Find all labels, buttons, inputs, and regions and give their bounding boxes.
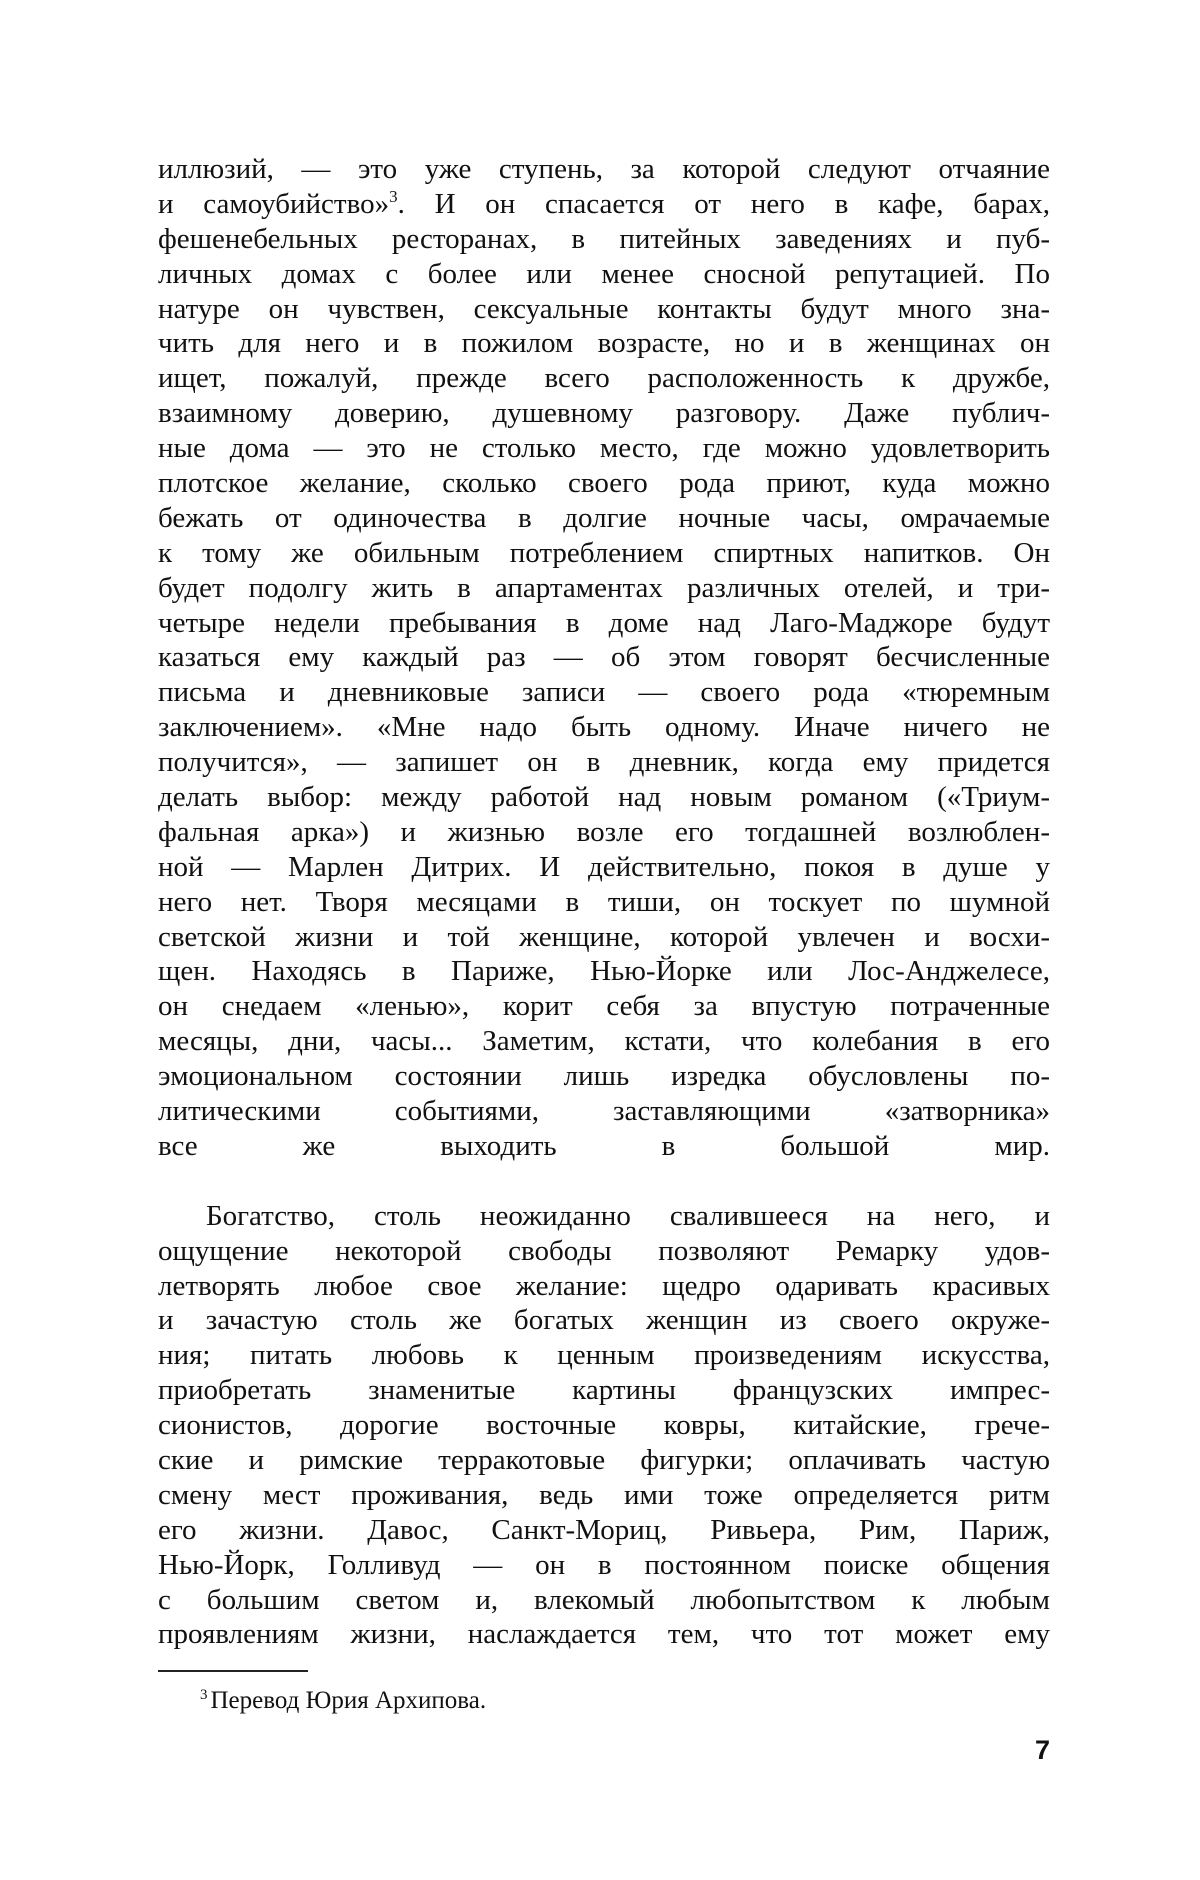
text-line: ищет, пожалуй, прежде всего расположенность к дружбе,: [158, 361, 1050, 396]
text-line: взаимному доверию, душевному разговору. Даже публич-: [158, 396, 1050, 431]
text-line: он снедаем «ленью», корит себя за впустую потраченные: [158, 989, 1050, 1024]
text-line: щен. Находясь в Париже, Нью-Йорке или Лос-Анджелесе,: [158, 954, 1050, 989]
text-line: казаться ему каждый раз — об этом говорят бесчисленные: [158, 640, 1050, 675]
text-segment: . И он спасается от него в кафе, барах,: [398, 188, 1050, 220]
page-number: 7: [1035, 1735, 1050, 1765]
footnote-text: Перевод Юрия Архипова.: [211, 1687, 487, 1714]
text-line: будет подолгу жить в апартаментах различных отелей, и три-: [158, 571, 1050, 606]
paragraph-2: [158, 1199, 1050, 1653]
text-line: делать выбор: между работой над новым романом («Триум-: [158, 780, 1050, 815]
footnote-reference[interactable]: 3: [389, 187, 398, 206]
text-line: проявлениям жизни, наслаждается тем, что тот может ему: [158, 1617, 1050, 1652]
text-line: месяцы, дни, часы... Заметим, кстати, что колебания в его: [158, 1024, 1050, 1059]
text-line: иллюзий, — это уже ступень, за которой следуют отчаяние: [158, 152, 1050, 187]
text-line: плотское желание, сколько своего рода приют, куда можно: [158, 466, 1050, 501]
text-line: литическими событиями, заставляющими «затворника»: [158, 1094, 1050, 1129]
text-line: светской жизни и той женщине, которой увлечен и восхи-: [158, 920, 1050, 955]
text-line: фешенебельных ресторанах, в питейных заведениях и пуб-: [158, 222, 1050, 257]
text-line: приобретать знаменитые картины французских импрес-: [158, 1373, 1050, 1408]
text-segment: и самоубийство»: [158, 188, 389, 220]
text-line: его жизни. Давос, Санкт-Мориц, Ривьера, Рим, Париж,: [158, 1513, 1050, 1548]
text-line: эмоциональном состоянии лишь изредка обусловлены по-: [158, 1059, 1050, 1094]
text-line: сионистов, дорогие восточные ковры, китайские, грече-: [158, 1408, 1050, 1443]
text-line: летворять любое свое желание: щедро одаривать красивых: [158, 1269, 1050, 1304]
text-line: смену мест проживания, ведь ими тоже определяется ритм: [158, 1478, 1050, 1513]
text-line: [158, 1164, 1050, 1199]
text-line: фальная арка») и жизнью возле его тогдашней возлюблен-: [158, 815, 1050, 850]
text-line: натуре он чувствен, сексуальные контакты будут много зна-: [158, 292, 1050, 327]
text-line: письма и дневниковые записи — своего рода «тюремным: [158, 675, 1050, 710]
text-line: четыре недели пребывания в доме над Лаго-Маджоре будут: [158, 606, 1050, 641]
text-line: ощущение некоторой свободы позволяют Ремарку удов-: [158, 1234, 1050, 1269]
text-line: и зачастую столь же богатых женщин из своего окруже-: [158, 1303, 1050, 1338]
text-line: [158, 187, 1050, 222]
text-line: Богатство, столь неожиданно свалившееся на него, и: [158, 1199, 1050, 1234]
text-line: заключением». «Мне надо быть одному. Иначе ничего не: [158, 710, 1050, 745]
text-line: чить для него и в пожилом возрасте, но и в женщинах он: [158, 326, 1050, 361]
text-line: ния; питать любовь к ценным произведениям искусства,: [158, 1338, 1050, 1373]
text-line: ной — Марлен Дитрих. И действительно, покоя в душе у: [158, 850, 1050, 885]
footnote: [200, 1686, 486, 1716]
text-line: к тому же обильным потреблением спиртных напитков. Он: [158, 536, 1050, 571]
text-line: все же выходить в большой мир.: [158, 1129, 1050, 1164]
page-body: [158, 152, 1050, 1652]
text-line: получится», — запишет он в дневник, когда ему придется: [158, 745, 1050, 780]
text-line: него нет. Творя месяцами в тиши, он тоскует по шумной: [158, 885, 1050, 920]
text-line: ные дома — это не столько место, где можно удовлетворить: [158, 431, 1050, 466]
text-line: бежать от одиночества в долгие ночные часы, омрачаемые: [158, 501, 1050, 536]
text-line: Нью-Йорк, Голливуд — он в постоянном поиске общения: [158, 1548, 1050, 1583]
text-line: личных домах с более или менее сносной репутацией. По: [158, 257, 1050, 292]
footnote-divider: [158, 1670, 308, 1672]
text-line: с большим светом и, влекомый любопытством к любым: [158, 1583, 1050, 1618]
paragraph-1: [158, 152, 1050, 1199]
footnote-number: 3: [200, 1687, 208, 1703]
text-line: ские и римские терракотовые фигурки; оплачивать частую: [158, 1443, 1050, 1478]
